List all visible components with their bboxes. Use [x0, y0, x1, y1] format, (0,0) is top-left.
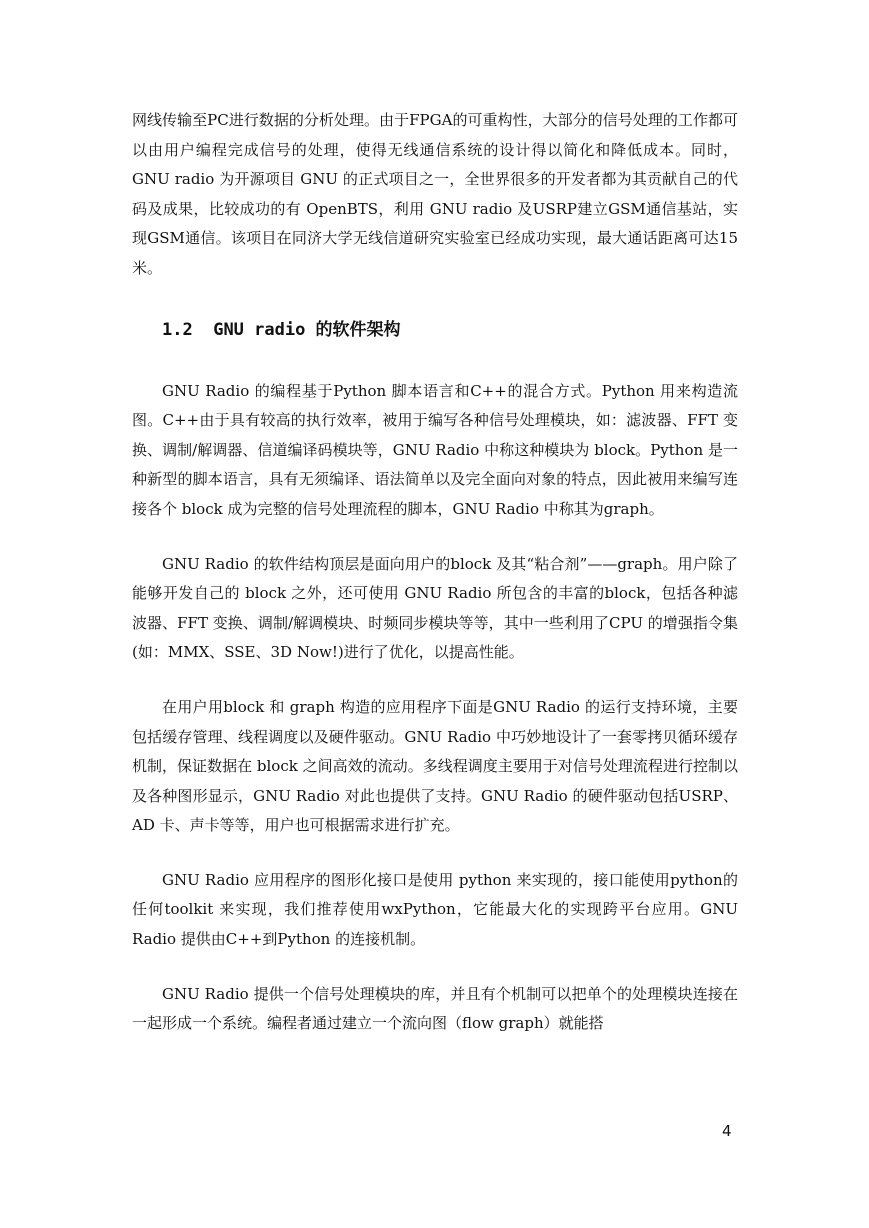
section-heading: [132, 318, 738, 342]
page-body: [132, 106, 738, 1039]
paragraph: GNU Radio 提供一个信号处理模块的库，并且有个机制可以把单个的处理模块连接在一起形成一个系统。编程者通过建立一个流向图（flow graph）就能搭: [132, 984, 738, 1033]
paragraph: GNU Radio 的软件结构顶层是面向用户的block 及其“粘合剂”——graph。用户除了能够开发自己的 block 之外，还可使用 GNU Radio 所包含的丰富的block，包括各种滤波器、FFT 变换、调制/解调模块、时频同步模块等等，其中一些利用了CPU 的增强指令集(如：MMX、SSE、3D Now!)进行了优化，以提高性能。: [132, 554, 738, 662]
paragraph-continued: 网线传输至PC进行数据的分析处理。由于FPGA的可重构性，大部分的信号处理的工作都可以由用户编程完成信号的处理，使得无线通信系统的设计得以简化和降低成本。同时，GNU radio 为开源项目 GNU 的正式项目之一，全世界很多的开发者都为其贡献自己的代码及成果，比较成功的有 OpenBTS，利用 GNU radio 及USRP建立GSM通信基站，实现GSM通信。该项目在同济大学无线信道研究实验室已经成功实现，最大通话距离可达15米。: [132, 111, 738, 277]
paragraph: 在用户用block 和 graph 构造的应用程序下面是GNU Radio 的运行支持环境，主要包括缓存管理、线程调度以及硬件驱动。GNU Radio 中巧妙地设计了一套零拷贝循环缓存机制，保证数据在 block 之间高效的流动。多线程调度主要用于对信号处理流程进行控制以及各种图形显示，GNU Radio 对此也提供了支持。GNU Radio 的硬件驱动包括USRP、AD 卡、声卡等等，用户也可根据需求进行扩充。: [132, 697, 738, 835]
section-title: GNU radio 的软件架构: [213, 319, 401, 340]
paragraph: GNU Radio 的编程基于Python 脚本语言和C++的混合方式。Python 用来构造流图。C++由于具有较高的执行效率，被用于编写各种信号处理模块，如：滤波器、FFT 变换、调制/解调器、信道编译码模块等，GNU Radio 中称这种模块为 block。Python 是一种新型的脚本语言，具有无须编译、语法简单以及完全面向对象的特点，因此被用来编写连接各个 block 成为完整的信号处理流程的脚本，GNU Radio 中称其为graph。: [132, 381, 738, 518]
paragraph: GNU Radio 应用程序的图形化接口是使用 python 来实现的，接口能使用python的任何toolkit 来实现，我们推荐使用wxPython，它能最大化的实现跨平台应用。GNU Radio 提供由C++到Python 的连接机制。: [132, 870, 738, 949]
page-number: 4: [722, 1122, 732, 1140]
section-number: 1.2: [162, 319, 193, 340]
